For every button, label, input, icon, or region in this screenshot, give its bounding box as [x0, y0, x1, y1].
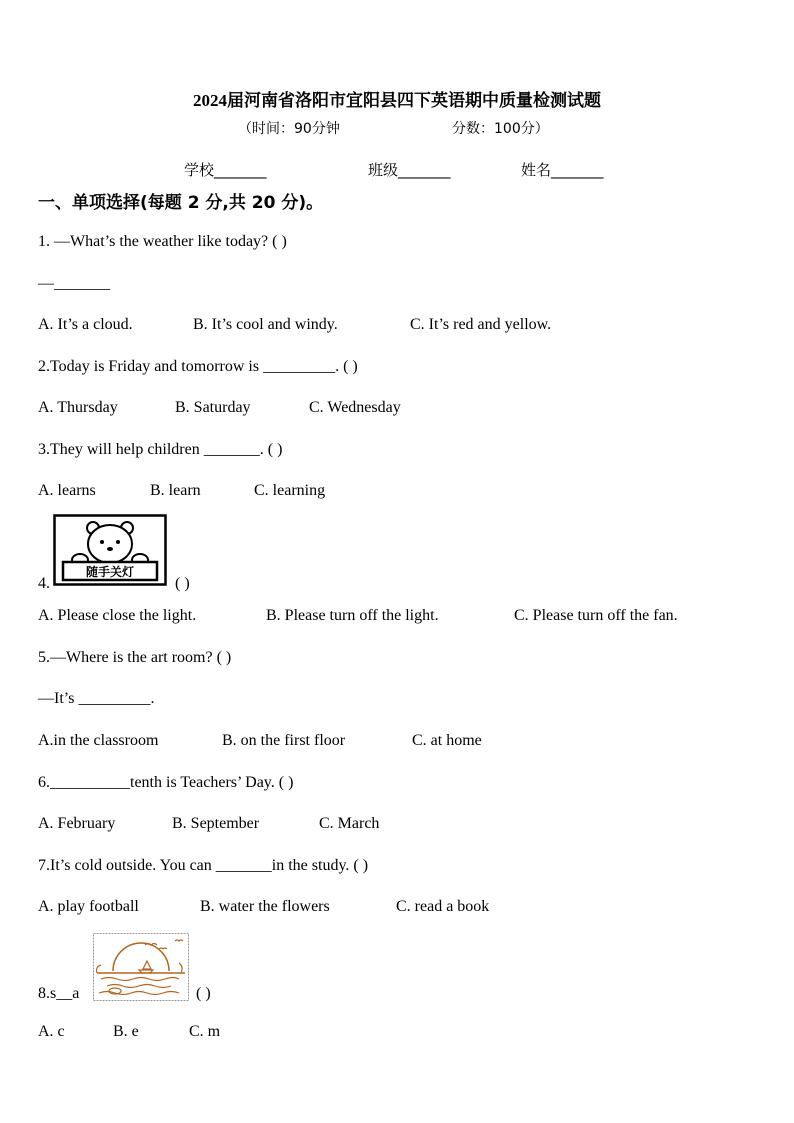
- question-4-option-c: C. Please turn off the fan.: [514, 607, 678, 624]
- question-2-stem: 2.Today is Friday and tomorrow is _________. ( ): [38, 358, 358, 375]
- question-8-option-c: C. m: [189, 1023, 221, 1040]
- question-8-option-b: B. e: [113, 1023, 139, 1040]
- question-7-option-c: C. read a book: [396, 898, 490, 915]
- question-7-option-a: A. play football: [38, 898, 139, 915]
- question-2-option-a: A. Thursday: [38, 399, 118, 416]
- question-1-answer-line: —_______: [38, 275, 110, 292]
- school-field: 学校_______: [184, 161, 267, 179]
- question-6-stem: 6.__________tenth is Teachers’ Day. ( ): [38, 774, 294, 791]
- question-3-option-b: B. learn: [150, 482, 201, 499]
- question-4-option-a: A. Please close the light.: [38, 607, 197, 624]
- question-1-option-a: A. It’s a cloud.: [38, 316, 133, 333]
- question-3-option-c: C. learning: [254, 482, 326, 499]
- question-5-stem: 5.—Where is the art room? ( ): [38, 649, 232, 666]
- question-5-option-c: C. at home: [412, 732, 482, 749]
- question-5-option-a: A.in the classroom: [38, 732, 159, 749]
- question-5-answer-line: —It’s _________.: [38, 690, 155, 707]
- question-3-stem: 3.They will help children _______. ( ): [38, 441, 283, 458]
- name-field: 姓名_______: [521, 161, 604, 179]
- question-6-option-a: A. February: [38, 815, 116, 832]
- question-7-stem: 7.It’s cold outside. You can _______in the study. ( ): [38, 857, 369, 874]
- question-2-option-b: B. Saturday: [175, 399, 251, 416]
- question-2-option-c: C. Wednesday: [309, 399, 401, 416]
- question-1-option-b: B. It’s cool and windy.: [193, 316, 338, 333]
- exam-score: 分数：100分）: [452, 121, 549, 137]
- question-5-option-b: B. on the first floor: [222, 732, 346, 749]
- question-8-option-a: A. c: [38, 1023, 65, 1040]
- question-1-option-c: C. It’s red and yellow.: [410, 316, 552, 333]
- question-6-option-b: B. September: [172, 815, 260, 832]
- sea-sunset-image: [93, 933, 189, 1001]
- question-3-option-a: A. learns: [38, 482, 96, 499]
- class-field: 班级_______: [368, 161, 451, 179]
- question-8-stem: 8.s__a: [38, 985, 80, 1002]
- question-7-option-b: B. water the flowers: [200, 898, 330, 915]
- question-1-stem: 1. —What’s the weather like today? ( ): [38, 233, 287, 250]
- question-4-option-b: B. Please turn off the light.: [266, 607, 439, 624]
- page-title: 2024届河南省洛阳市宜阳县四下英语期中质量检测试题: [193, 91, 601, 110]
- question-6-option-c: C. March: [319, 815, 380, 832]
- section-heading: 一、单项选择(每题 2 分,共 20 分)。: [38, 193, 324, 213]
- question-4-number: 4.: [38, 575, 50, 592]
- sign-text: 随手关灯: [85, 565, 135, 579]
- question-4-paren: ( ): [175, 575, 190, 592]
- question-8-paren: ( ): [196, 985, 211, 1002]
- exam-time: （时间：90分钟: [238, 121, 340, 137]
- turn-off-light-sign-image: [53, 514, 167, 586]
